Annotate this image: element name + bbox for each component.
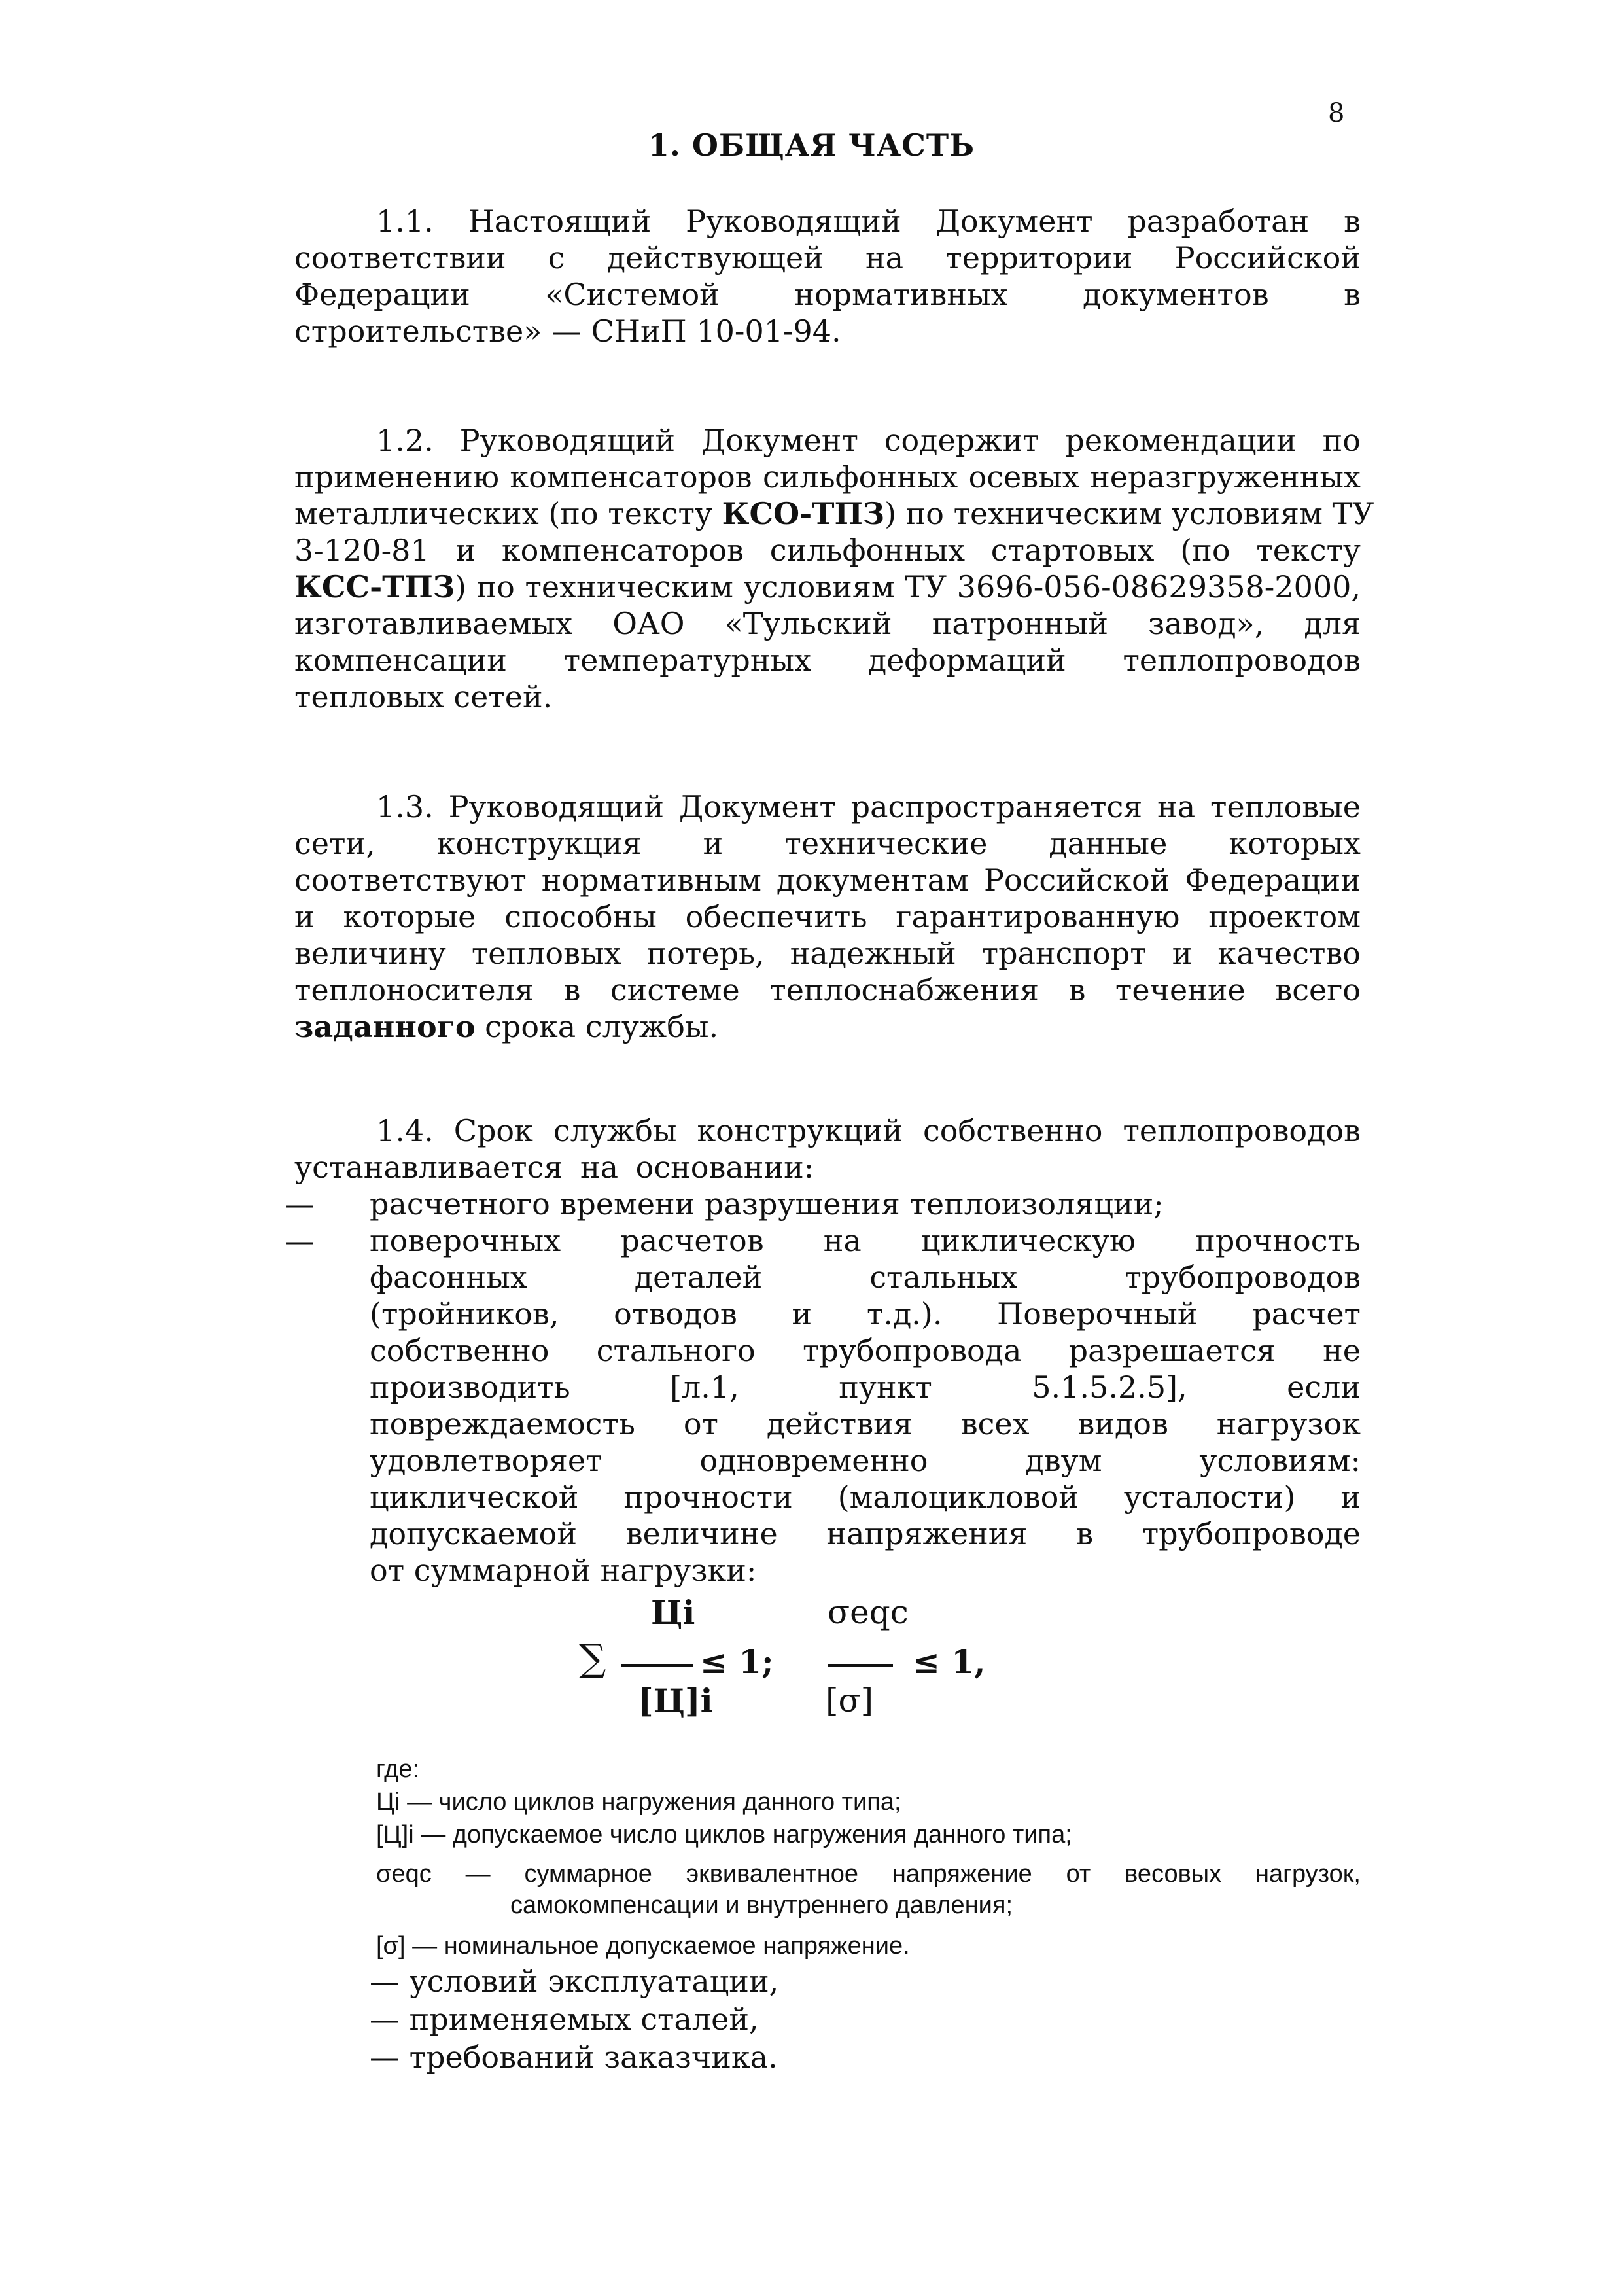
line: и которые способны обеспечить гарантированную проектом	[294, 899, 1361, 934]
line: 3-120-81 и компенсаторов сильфонных стартовых (по тексту	[294, 533, 1361, 568]
denominator-cycles: [Ц]i	[638, 1682, 713, 1720]
line: устанавливается на основании:	[294, 1150, 814, 1185]
line: 1.4. Срок службы конструкций собственно теплопроводов	[376, 1113, 1361, 1148]
list-item: — условий эксплуатации,	[370, 1964, 779, 1999]
paragraph-1-3	[294, 788, 1361, 1045]
line: 1.1. Настоящий Руководящий Документ разработан в	[376, 203, 1361, 239]
fraction-bar	[621, 1664, 693, 1667]
zadannogo-term: заданного	[294, 1009, 476, 1044]
legend-row: [σ] — номинальное допускаемое напряжение.	[376, 1932, 910, 1960]
line: 1.2. Руководящий Документ содержит рекомендации по	[376, 423, 1361, 458]
kss-tpz-term: КСС-ТПЗ	[294, 569, 455, 605]
list-item: — расчетного времени разрушения теплоизоляции;	[285, 1186, 1164, 1222]
legend-row: [Ц]i — допускаемое число циклов нагружения данного типа;	[376, 1821, 1072, 1848]
paragraph-1-4	[294, 1112, 1361, 1186]
line: металлических (по тексту КСО-ТПЗ) по техническим условиям ТУ	[294, 496, 1374, 531]
legend-row: Цi — число циклов нагружения данного типа;	[376, 1788, 901, 1816]
line: соответствуют нормативным документам Российской Федерации	[294, 862, 1361, 898]
list-item: — требований заказчика.	[370, 2040, 778, 2075]
list-item: — поверочных расчетов на циклическую прочность фасонных деталей стальных трубопроводов (тройников, отводов и т.д.). Поверочный расчет собственно стального трубопровода разрешается не производить [л.1, пункт 5.1.5.2.5], если повреждаемость от действия всех видов нагрузок удовлетворяет одновременно двум условиям: циклической прочности (малоцикловой усталости) и допускаемой величине напряжения в трубопроводе от суммарной нагрузки:	[285, 1223, 1361, 1588]
section-heading: 1. ОБЩАЯ ЧАСТЬ	[648, 128, 975, 163]
legend-row: σeqc — суммарное эквивалентное напряжение от весовых нагрузок,	[376, 1860, 1361, 1888]
line: теплоносителя в системе теплоснабжения в течение всего	[294, 972, 1361, 1008]
relation-1: ≤ 1;	[700, 1642, 774, 1681]
line: применению компенсаторов сильфонных осевых неразгруженных	[294, 459, 1361, 495]
paragraph-1-1	[294, 203, 1361, 349]
list-item: — применяемых сталей,	[370, 2002, 759, 2037]
line: величину тепловых потерь, надежный транспорт и качество	[294, 936, 1361, 971]
fraction-bar	[828, 1664, 893, 1667]
denominator-sigma: [σ]	[826, 1682, 874, 1720]
line: КСС-ТПЗ) по техническим условиям ТУ 3696-056-08629358-2000,	[294, 569, 1361, 605]
line: строительстве» — СНиП 10-01-94.	[294, 313, 841, 349]
kso-tpz-term: КСО-ТПЗ	[722, 496, 885, 531]
line: соответствии с действующей на территории Российской	[294, 240, 1361, 275]
page-number: 8	[1328, 98, 1345, 128]
relation-2: ≤ 1,	[913, 1642, 986, 1681]
line: изготавливаемых ОАО «Тульский патронный завод», для	[294, 606, 1361, 641]
paragraph-1-2	[294, 422, 1374, 715]
legend-row-continued: самокомпенсации и внутреннего давления;	[510, 1892, 1013, 1919]
line: Федерации «Системой нормативных документов в	[294, 277, 1361, 312]
numerator-sigma: σeqc	[828, 1593, 909, 1631]
line: компенсации температурных деформаций теплопроводов	[294, 643, 1361, 678]
line: 1.3. Руководящий Документ распространяется на тепловые	[376, 789, 1361, 824]
where-label: где:	[376, 1756, 420, 1783]
numerator-cycles: Цi	[651, 1593, 695, 1632]
line: заданного срока службы.	[294, 1009, 719, 1044]
line: тепловых сетей.	[294, 679, 553, 715]
sum-symbol: ∑	[579, 1636, 606, 1680]
line: сети, конструкция и технические данные которых	[294, 826, 1361, 861]
